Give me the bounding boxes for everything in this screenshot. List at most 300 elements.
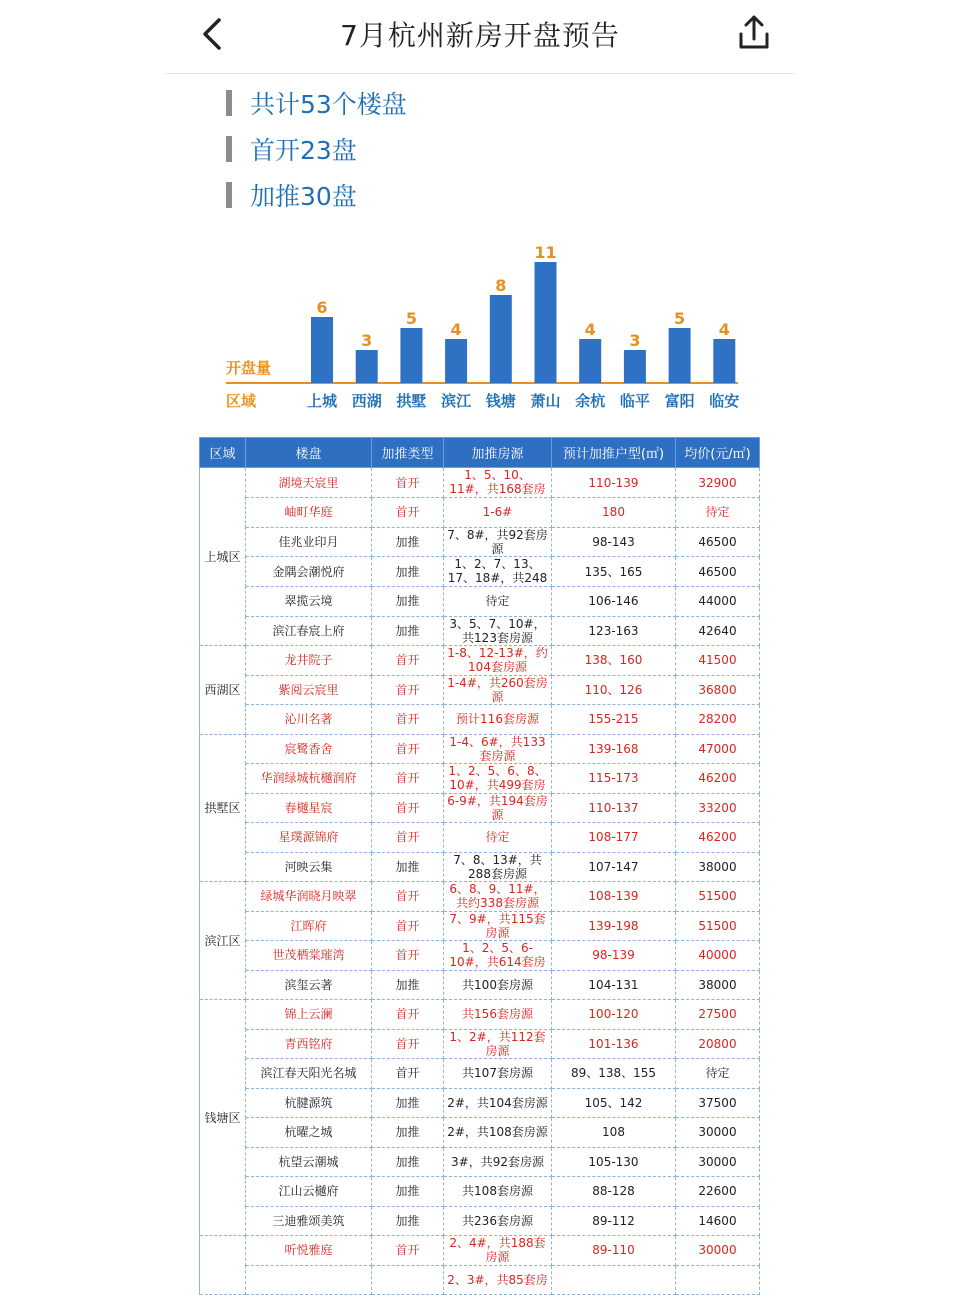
project-name: 滨玺云著	[284, 977, 333, 992]
unit-size: 98-143	[592, 534, 635, 549]
push-type-cell	[372, 970, 444, 1000]
bar-value-label: 5	[405, 309, 417, 328]
push-source-cell	[444, 675, 552, 705]
project-name: 金隅会潮悦府	[272, 564, 345, 579]
push-source: 2、4#，共188套房源	[449, 1236, 546, 1265]
avg-price-cell	[676, 911, 760, 941]
y-axis-label: 开盘量	[226, 359, 272, 377]
push-type-cell	[372, 1088, 444, 1118]
project-name: 河映云集	[284, 859, 333, 874]
push-type-cell	[372, 1118, 444, 1148]
push-type-cell	[372, 1177, 444, 1207]
unit-size-cell	[552, 675, 676, 705]
unit-size-cell	[552, 587, 676, 617]
project-name: 绿城华润晓月映翠	[260, 889, 357, 904]
avg-price-cell	[676, 1029, 760, 1059]
project-name: 佳兆业印月	[278, 534, 339, 549]
push-source: 共107套房源	[462, 1066, 533, 1081]
push-source-cell	[444, 823, 552, 853]
project-name-cell	[246, 1000, 372, 1030]
push-type-cell	[372, 1147, 444, 1177]
push-source-cell	[444, 527, 552, 557]
push-type: 加推	[395, 564, 420, 579]
unit-size: 110、126	[584, 682, 643, 697]
project-name-cell	[246, 882, 372, 912]
unit-size-cell	[552, 793, 676, 823]
avg-price: 47000	[698, 741, 737, 756]
push-source-cell	[444, 852, 552, 882]
avg-price-cell	[676, 1206, 760, 1236]
avg-price: 42640	[698, 623, 737, 638]
push-type-cell	[372, 734, 444, 764]
push-source-cell	[444, 1147, 552, 1177]
unit-size-cell	[552, 616, 676, 646]
project-name-cell	[246, 823, 372, 853]
avg-price-cell	[676, 941, 760, 971]
avg-price-cell	[676, 764, 760, 794]
category-label: 钱塘	[485, 392, 516, 410]
push-source-cell	[444, 468, 552, 498]
push-source: 1-4、6#，共133套房源	[449, 734, 546, 763]
project-name-cell	[246, 1236, 372, 1266]
unit-size: 89-110	[592, 1243, 635, 1258]
unit-size: 110-137	[588, 800, 639, 815]
unit-size: 123-163	[588, 623, 639, 638]
push-type-cell	[372, 557, 444, 587]
project-name-cell	[246, 1147, 372, 1177]
header-price: 均价(元/㎡)	[676, 438, 760, 468]
push-type: 首开	[395, 800, 420, 815]
table-row	[200, 764, 760, 794]
bar-value-label: 4	[584, 320, 596, 339]
avg-price-cell	[676, 1000, 760, 1030]
push-type-cell	[372, 764, 444, 794]
project-name: 紫阅云宸里	[278, 682, 339, 697]
bar-富阳	[669, 328, 691, 383]
project-name: 江晖府	[290, 918, 327, 933]
push-source: 预计116套房源	[456, 712, 539, 727]
table-row	[200, 468, 760, 498]
avg-price: 14600	[698, 1213, 737, 1228]
avg-price: 30000	[698, 1154, 737, 1169]
project-name: 青西铭府	[284, 1036, 333, 1051]
unit-size: 155-215	[588, 712, 639, 727]
push-source: 3、5、7、10#，共123套房源	[449, 616, 546, 645]
project-name-cell	[246, 793, 372, 823]
project-name-cell	[246, 1088, 372, 1118]
unit-size-cell	[552, 468, 676, 498]
push-source: 3#，共92套房源	[451, 1154, 544, 1169]
push-type-cell	[372, 705, 444, 735]
push-type-cell	[372, 1000, 444, 1030]
table-row	[200, 616, 760, 646]
listing-table	[199, 437, 760, 1295]
push-type: 首开	[395, 682, 420, 697]
table-row	[200, 1118, 760, 1148]
bar-钱塘	[490, 295, 512, 383]
push-source: 1-6#	[482, 505, 513, 520]
bar-临平	[624, 350, 646, 383]
unit-size-cell	[552, 1029, 676, 1059]
district-cell: 上城区	[200, 468, 246, 646]
push-source: 6-9#，共194套房源	[447, 793, 548, 822]
push-type: 首开	[395, 505, 420, 520]
push-type: 首开	[395, 741, 420, 756]
unit-size-cell	[552, 557, 676, 587]
avg-price-cell	[676, 793, 760, 823]
avg-price: 51500	[698, 918, 737, 933]
push-source: 7、9#，共115套房源	[449, 911, 546, 940]
push-source: 2#，共108套房源	[447, 1125, 548, 1140]
header-project: 楼盘	[246, 438, 372, 468]
page-title: 7月杭州新房开盘预告	[340, 19, 620, 52]
project-name: 华润绿城杭樾润府	[260, 771, 357, 786]
avg-price: 46500	[698, 564, 737, 579]
table-row	[200, 527, 760, 557]
avg-price-cell	[676, 734, 760, 764]
project-name-cell	[246, 705, 372, 735]
table-row	[200, 557, 760, 587]
table-row	[200, 882, 760, 912]
avg-price-cell	[676, 1177, 760, 1207]
push-type-cell	[372, 941, 444, 971]
table-row	[200, 970, 760, 1000]
bar-value-label: 5	[674, 309, 686, 328]
summary-text: 首开23盘	[250, 136, 357, 165]
push-source: 1-4#，共260套房源	[447, 675, 548, 704]
push-source-cell	[444, 557, 552, 587]
unit-size: 135、165	[584, 564, 643, 579]
table-row	[200, 587, 760, 617]
push-source: 1、5、10、11#，共168套房	[449, 468, 546, 496]
avg-price: 28200	[698, 712, 737, 727]
push-type-cell	[372, 1236, 444, 1266]
push-source-cell	[444, 646, 552, 676]
push-type: 加推	[395, 859, 420, 874]
unit-size: 180	[602, 505, 625, 520]
project-name: 沁川名著	[284, 712, 333, 727]
bar-上城	[311, 317, 333, 383]
push-type: 加推	[395, 1154, 420, 1169]
push-source-cell	[444, 1000, 552, 1030]
category-label: 临安	[709, 392, 740, 410]
project-name-cell	[246, 1029, 372, 1059]
summary-text: 共计53个楼盘	[250, 90, 407, 119]
push-source-cell	[444, 970, 552, 1000]
unit-size-cell	[552, 1177, 676, 1207]
unit-size: 108-177	[588, 830, 639, 845]
bar-chart	[0, 0, 960, 430]
bar-value-label: 3	[629, 331, 641, 350]
avg-price: 40000	[698, 948, 737, 963]
unit-size-cell	[552, 823, 676, 853]
project-name: 锦上云澜	[284, 1007, 333, 1022]
avg-price: 20800	[698, 1036, 737, 1051]
push-source-cell	[444, 705, 552, 735]
district-cell: 钱塘区	[200, 1000, 246, 1236]
avg-price-cell	[676, 823, 760, 853]
bar-value-label: 4	[450, 320, 462, 339]
project-name-cell	[246, 675, 372, 705]
project-name-cell	[246, 764, 372, 794]
project-name-cell	[246, 646, 372, 676]
push-source: 2#，共104套房源	[447, 1095, 548, 1110]
push-source: 待定	[485, 830, 510, 845]
avg-price: 37500	[698, 1095, 737, 1110]
district-cell: 拱墅区	[200, 734, 246, 882]
avg-price-cell	[676, 646, 760, 676]
project-name: 江山云樾府	[278, 1184, 339, 1199]
avg-price-cell	[676, 1147, 760, 1177]
push-source-cell	[444, 1177, 552, 1207]
push-source: 6、8、9、11#，共约338套房源	[449, 882, 546, 911]
unit-size: 110-139	[588, 475, 639, 490]
project-name: 湖境天宸里	[278, 475, 339, 490]
push-type: 加推	[395, 534, 420, 549]
table-row	[200, 1147, 760, 1177]
avg-price-cell	[676, 675, 760, 705]
unit-size: 108-139	[588, 889, 639, 904]
avg-price-cell	[676, 468, 760, 498]
unit-size: 115-173	[588, 771, 639, 786]
table-row	[200, 1236, 760, 1266]
project-name-cell	[246, 1059, 372, 1089]
avg-price-cell	[676, 705, 760, 735]
bar-value-label: 4	[718, 320, 730, 339]
avg-price: 27500	[698, 1007, 737, 1022]
bar-萧山	[535, 262, 557, 383]
project-name: 三迪雅颂美筑	[272, 1213, 345, 1228]
table-row	[200, 734, 760, 764]
bar-value-label: 3	[361, 331, 373, 350]
project-name-cell	[246, 468, 372, 498]
table-row	[200, 1029, 760, 1059]
push-type: 加推	[395, 1095, 420, 1110]
push-type-cell	[372, 468, 444, 498]
unit-size: 89-112	[592, 1213, 635, 1228]
push-type-cell	[372, 1029, 444, 1059]
bar-临安	[713, 339, 735, 383]
unit-size-cell	[552, 852, 676, 882]
avg-price: 待定	[705, 1066, 730, 1081]
unit-size-cell	[552, 1000, 676, 1030]
project-name: 滨江春宸上府	[272, 623, 345, 638]
table-row	[200, 941, 760, 971]
unit-size-cell	[552, 1088, 676, 1118]
push-type: 加推	[395, 623, 420, 638]
push-type: 首开	[395, 653, 420, 668]
category-label: 西湖	[351, 392, 382, 410]
project-name: 岫町华庭	[284, 505, 333, 520]
push-source-cell	[444, 764, 552, 794]
unit-size: 139-168	[588, 741, 639, 756]
push-source: 2、3#，共85套房	[447, 1272, 548, 1287]
push-source-cell	[444, 587, 552, 617]
avg-price: 36800	[698, 682, 737, 697]
project-name-cell	[246, 557, 372, 587]
push-type-cell	[372, 1206, 444, 1236]
table-row	[200, 1177, 760, 1207]
unit-size-cell	[552, 970, 676, 1000]
push-type: 加推	[395, 1125, 420, 1140]
header-source: 加推房源	[444, 438, 552, 468]
push-source: 1-8、12-13#，约104套房源	[447, 646, 548, 675]
category-label: 萧山	[530, 392, 561, 410]
push-type-cell	[372, 616, 444, 646]
push-source-cell	[444, 941, 552, 971]
summary-text: 加推30盘	[250, 182, 357, 211]
push-type-cell	[372, 1059, 444, 1089]
push-source-cell	[444, 1118, 552, 1148]
push-source: 共156套房源	[462, 1007, 533, 1022]
table-row	[200, 1000, 760, 1030]
project-name: 杭曜之城	[284, 1125, 333, 1140]
bar-value-label: 11	[534, 243, 557, 262]
unit-size-cell	[552, 705, 676, 735]
push-source: 7、8、13#，共288套房源	[453, 852, 542, 881]
unit-size-cell	[552, 646, 676, 676]
avg-price-cell	[676, 970, 760, 1000]
unit-size: 139-198	[588, 918, 639, 933]
project-name-cell	[246, 616, 372, 646]
push-source: 共108套房源	[462, 1184, 533, 1199]
table-row	[200, 705, 760, 735]
unit-size-cell	[552, 1059, 676, 1089]
unit-size-cell	[552, 911, 676, 941]
avg-price: 41500	[698, 653, 737, 668]
unit-size: 98-139	[592, 948, 635, 963]
unit-size: 107-147	[588, 859, 639, 874]
push-type-cell	[372, 587, 444, 617]
avg-price: 46500	[698, 534, 737, 549]
table-row	[200, 675, 760, 705]
project-name: 星璞源锦府	[278, 830, 339, 845]
bar-余杭	[579, 339, 601, 383]
push-source: 1、2、7、13、17、18#，共248	[447, 557, 548, 585]
push-source: 1、2、5、6-10#，共614套房	[449, 941, 546, 970]
table-header-row	[200, 438, 760, 468]
avg-price-cell	[676, 557, 760, 587]
project-name: 世茂栖棠璀湾	[272, 948, 345, 963]
push-type-cell	[372, 675, 444, 705]
category-label: 余杭	[575, 392, 606, 410]
table-row	[200, 646, 760, 676]
push-type: 首开	[395, 1066, 420, 1081]
project-name: 听悦雅庭	[284, 1243, 333, 1258]
push-type-cell	[372, 911, 444, 941]
bar-value-label: 6	[316, 298, 328, 317]
district-cell: 滨江区	[200, 882, 246, 1000]
avg-price: 30000	[698, 1243, 737, 1258]
push-type: 加推	[395, 1184, 420, 1199]
push-type: 首开	[395, 889, 420, 904]
push-source-cell	[444, 1029, 552, 1059]
bar-value-label: 8	[495, 276, 507, 295]
avg-price: 待定	[705, 505, 730, 520]
unit-size-cell	[552, 764, 676, 794]
avg-price: 44000	[698, 594, 737, 609]
unit-size-cell	[552, 1118, 676, 1148]
push-source: 共100套房源	[462, 977, 533, 992]
push-source-cell	[444, 1088, 552, 1118]
unit-size: 88-128	[592, 1184, 635, 1199]
push-source-cell	[444, 1236, 552, 1266]
header-type: 加推类型	[372, 438, 444, 468]
unit-size: 100-120	[588, 1007, 639, 1022]
bar-滨江	[445, 339, 467, 383]
avg-price-cell	[676, 882, 760, 912]
district-cell: 西湖区	[200, 646, 246, 735]
unit-size-cell	[552, 527, 676, 557]
unit-size-cell	[552, 1236, 676, 1266]
push-type: 加推	[395, 977, 420, 992]
avg-price: 32900	[698, 475, 737, 490]
header-district: 区域	[200, 438, 246, 468]
push-source-cell	[444, 1206, 552, 1236]
push-type-cell	[372, 793, 444, 823]
avg-price-cell	[676, 1088, 760, 1118]
push-source-cell	[444, 793, 552, 823]
avg-price-cell	[676, 498, 760, 528]
push-source: 7、8#，共92套房源	[447, 527, 548, 556]
avg-price-cell	[676, 852, 760, 882]
project-name-cell	[246, 941, 372, 971]
avg-price: 33200	[698, 800, 737, 815]
project-name-cell	[246, 1118, 372, 1148]
category-label: 临平	[619, 392, 650, 410]
push-type-cell	[372, 498, 444, 528]
unit-size-cell	[552, 1206, 676, 1236]
category-label: 拱墅	[396, 392, 427, 410]
project-name-cell	[246, 852, 372, 882]
category-label: 富阳	[664, 392, 695, 410]
unit-size: 101-136	[588, 1036, 639, 1051]
project-name: 杭望云潮城	[278, 1154, 339, 1169]
project-name: 春樾星宸	[284, 800, 333, 815]
avg-price-cell	[676, 1059, 760, 1089]
push-type: 加推	[395, 594, 420, 609]
unit-size-cell	[552, 498, 676, 528]
x-axis-label: 区域	[226, 392, 257, 410]
project-name-cell	[246, 527, 372, 557]
push-source-cell	[444, 498, 552, 528]
push-type: 首开	[395, 948, 420, 963]
project-name-cell	[246, 911, 372, 941]
push-type: 首开	[395, 830, 420, 845]
push-source: 1、2、5、6、8、10#，共499套房	[448, 764, 547, 793]
push-source: 共236套房源	[462, 1213, 533, 1228]
project-name: 杭腱源筑	[284, 1095, 333, 1110]
table-row	[200, 1088, 760, 1118]
bar-拱墅	[400, 328, 422, 383]
push-type: 首开	[395, 1036, 420, 1051]
push-source-cell	[444, 882, 552, 912]
avg-price-cell	[676, 1236, 760, 1266]
avg-price-cell	[676, 1118, 760, 1148]
avg-price: 51500	[698, 889, 737, 904]
unit-size: 89、138、155	[570, 1066, 657, 1081]
project-name-cell	[246, 1177, 372, 1207]
push-type-cell	[372, 527, 444, 557]
project-name-cell	[246, 1206, 372, 1236]
unit-size: 106-146	[588, 594, 639, 609]
project-name: 龙井院子	[284, 653, 333, 668]
push-type: 首开	[395, 918, 420, 933]
unit-size-cell	[552, 734, 676, 764]
unit-size: 138、160	[584, 653, 643, 668]
avg-price: 38000	[698, 859, 737, 874]
unit-size-cell	[552, 1147, 676, 1177]
